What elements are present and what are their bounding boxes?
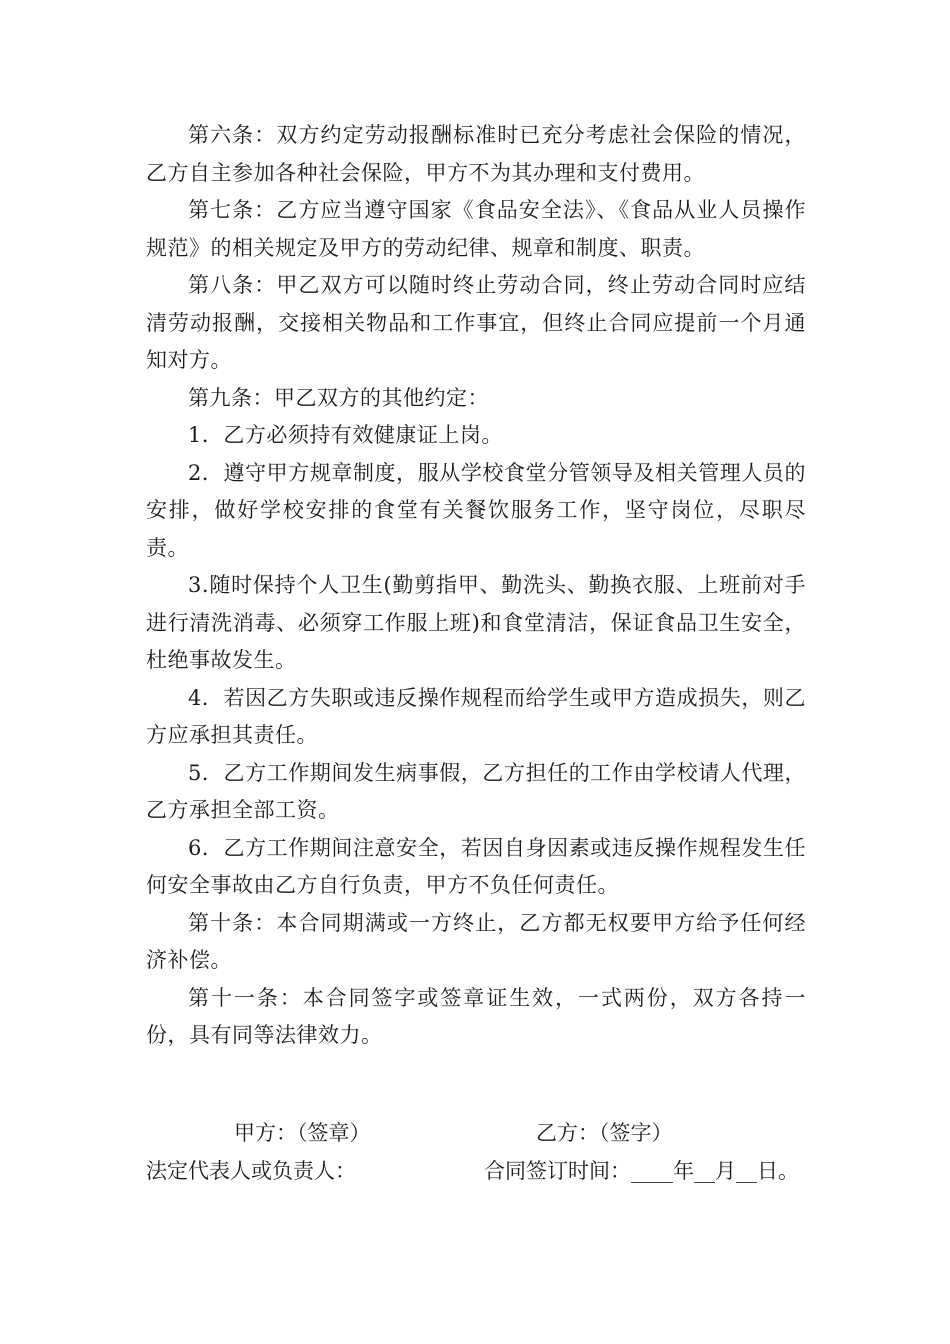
clause-8: 第八条：甲乙双方可以随时终止劳动合同，终止劳动合同时应结清劳动报酬，交接相关物品和工作事宜，但终止合同应提前一个月通知对方。 [146,273,806,372]
party-a-seal: 甲方：（签章） [234,1121,371,1145]
clause-9-item-1: 1．乙方必须持有效健康证上岗。 [188,423,503,447]
clause-9-item-4: 4．若因乙方失职或违反操作规程而给学生或甲方造成损失，则乙方应承担其责任。 [146,685,806,747]
legal-representative-label: 法定代表人或负责人： [146,1158,356,1183]
clause-9-item-5: 5．乙方工作期间发生病事假，乙方担任的工作由学校请人代理，乙方承担全部工资。 [146,760,806,822]
clause-6: 第六条：双方约定劳动报酬标准时已充分考虑社会保险的情况，乙方自主参加各种社会保险，甲方不为其办理和支付费用。 [146,123,806,185]
clause-9-item-3: 3.随时保持个人卫生(勤剪指甲、勤洗头、勤换衣服、上班前对手进行清洗消毒、必须穿工作服上班)和食堂清洁，保证食品卫生安全，杜绝事故发生。 [146,573,806,672]
party-b-signature: 乙方：（签字） [536,1121,673,1145]
clause-10: 第十条：本合同期满或一方终止，乙方都无权要甲方给予任何经济补偿。 [146,910,806,972]
signature-details-row [146,1153,806,1191]
clause-9-item-6: 6．乙方工作期间注意安全，若因自身因素或违反操作规程发生任何安全事故由乙方自行负责，甲方不负任何责任。 [146,835,806,897]
clause-11: 第十一条：本合同签字或签章证生效，一式两份，双方各持一份，具有同等法律效力。 [146,985,806,1047]
contract-body [146,117,806,1055]
clause-9: 第九条：甲乙双方的其他约定： [188,385,489,410]
clause-9-item-2: 2．遵守甲方规章制度，服从学校食堂分管领导及相关管理人员的安排，做好学校安排的食堂有关餐饮服务工作，坚守岗位，尽职尽责。 [146,460,806,560]
clause-7: 第七条：乙方应当遵守国家《食品安全法》、《食品从业人员操作规范》的相关规定及甲方的劳动纪律、规章和制度、职责。 [146,198,806,260]
signature-block [146,1115,806,1190]
signature-parties-row [146,1115,806,1153]
contract-sign-date: 合同签订时间：____年__月__日。 [484,1158,799,1183]
